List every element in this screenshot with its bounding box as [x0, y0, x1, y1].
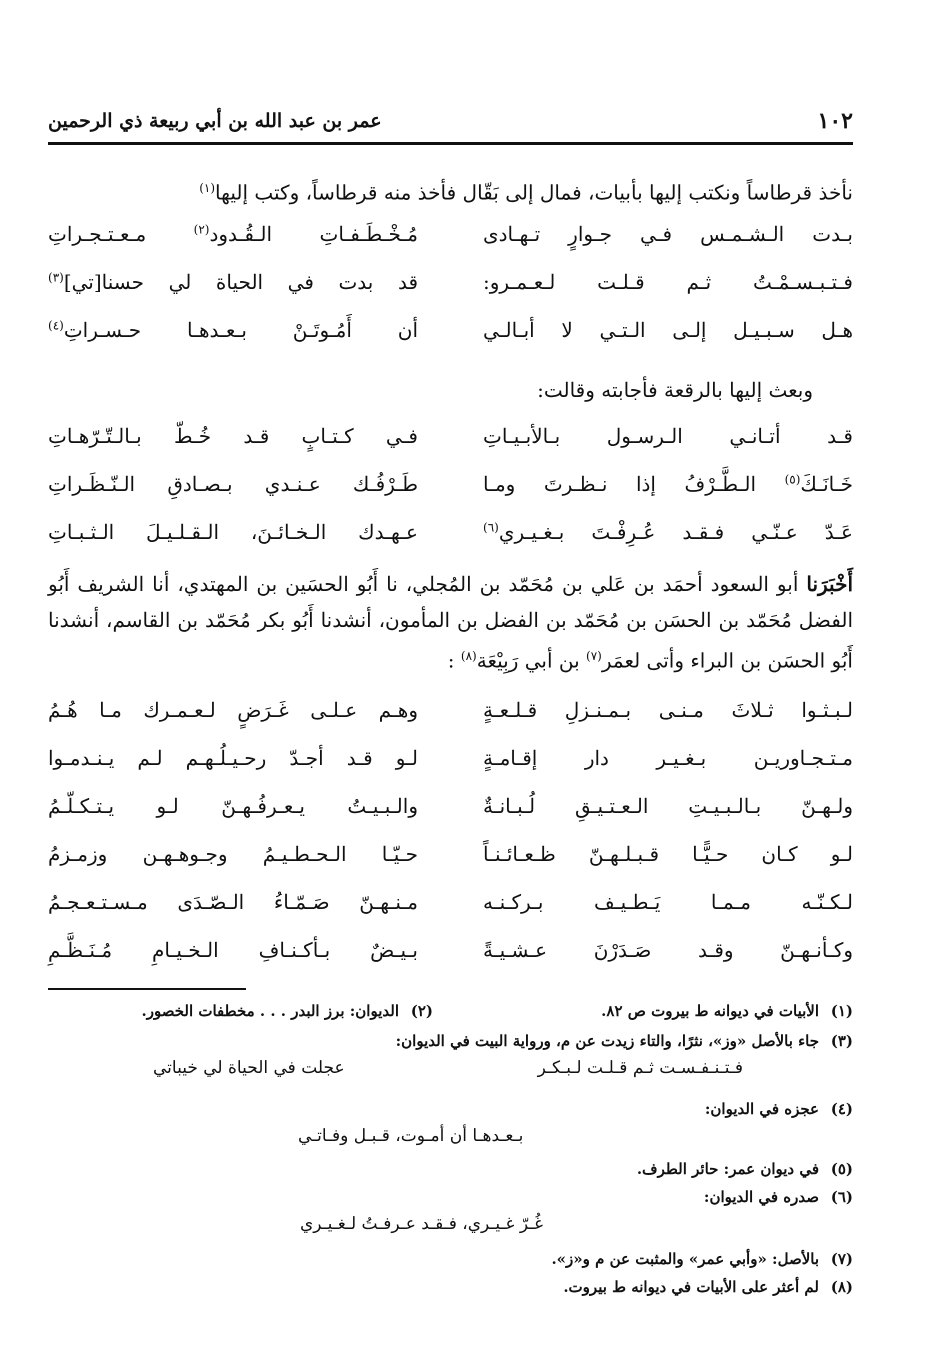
- footnote-text: صدره في الديوان:: [703, 1188, 819, 1206]
- hemistich-text: عَـدّ عـنّـي فـقـد عُـرِفْـتَ بـغـيـري: [498, 520, 853, 544]
- verse-first-hemistich: بـدت الـشـمـس فـي جـوارٍ تـهـادى: [483, 222, 853, 246]
- verse-line: [48, 842, 853, 890]
- footnote-number: (٧): [830, 1250, 853, 1268]
- poem-two: [48, 424, 853, 568]
- isnad-paragraph: [48, 566, 853, 679]
- book-page: [48, 90, 853, 1310]
- footnote-ref: (١): [199, 181, 216, 195]
- footnote-ref: (٣): [48, 270, 64, 285]
- verse-line: [48, 746, 853, 794]
- running-header: [48, 108, 853, 138]
- verse-first-hemistich: وكـأنـهـنّ وقـد صَـدَرْنَ عـشـيـةً: [483, 938, 853, 962]
- verse-line: [48, 520, 853, 568]
- verse-first-hemistich: هـل سـبـيـل إلـى الـتـي لا أبـالـي: [483, 318, 853, 342]
- verse-second-hemistich: [48, 270, 418, 294]
- footnote-3-verse-first: فـتـنـفـسـت ثـم قـلـت لـبـكـر: [537, 1058, 743, 1078]
- verse-first-hemistich: مـتـجـاوريـن بـغـيـر دار إقـامـةٍ: [483, 746, 853, 770]
- verse-line: [48, 698, 853, 746]
- verse-first-hemistich: [483, 472, 853, 496]
- intro-text: نأخذ قرطاساً ونكتب إليها بأبيات، فمال إلى بَقّال فأخذ منه قرطاساً، وكتب إليها: [215, 180, 853, 205]
- verse-first-hemistich: لـكـنّـه مـمـا يَـطـيـف بـركـنـه: [483, 890, 853, 914]
- footnote-8: [563, 1276, 853, 1298]
- footnote-number: (٨): [830, 1278, 853, 1296]
- verse-second-hemistich: فـي كـتـابٍ قـد خُـطّ بـالـتّـرّهـاتِ: [48, 424, 418, 448]
- footnote-6-verse: غُـرّ غـيـري، فـقـد عـرفـتُ لـغـيـري: [300, 1214, 544, 1234]
- isnad-text: أبو السعود أحمَد بن عَلي بن مُحَمّد بن المُجلي، نا أَبُو الحسَين بن المهتدي، أنا الشريف أَبُو الفضل مُحَمّد بن الحسَن بن مُحَمّد بن الفضل بن المأمون، أنشدنا أَبُو بكر مُحَمّد بن القاسم، أنشدنا أَبُو الحسَن بن البراء وأتى لعمَر: [48, 572, 853, 673]
- footnote-ref: (٥): [784, 472, 801, 487]
- verse-line: [48, 472, 853, 520]
- intro-paragraph: [48, 170, 853, 211]
- hemistich-text: مـعـتـجـراتِ: [48, 222, 194, 246]
- verse-second-hemistich: [48, 222, 418, 246]
- page-number: ١٠٢: [817, 108, 853, 134]
- poem-three: [48, 698, 853, 986]
- footnote-text: عجزه في الديوان:: [704, 1100, 819, 1118]
- footnote-number: (٣): [830, 1032, 853, 1050]
- hemistich-text: الـطَّـرْفُ إذا نـظـرتَ ومـا: [483, 472, 785, 496]
- footnote-5: [637, 1158, 853, 1180]
- footnote-6: [704, 1186, 853, 1208]
- footnote-ref: (٦): [483, 520, 499, 535]
- verse-second-hemistich: بـيـضٌ بـأكـنـافِ الـخـيـامِ مُـنَـظَّـمِ: [48, 938, 418, 962]
- footnote-text: جاء بالأصل «وز»، نثرًا، والتاء زيدت عن م، ورواية البيت في الديوان:: [395, 1032, 819, 1050]
- footnote-4-verse: بـعـدهـا أن أمـوت، قـبـل وفـاتـي: [298, 1126, 524, 1146]
- verse-second-hemistich: لـو قـد أجـدّ رحـيـلُـهـم لـم يـنـدمـوا: [48, 746, 418, 770]
- verse-second-hemistich: حـيّـا الـحـطـيـمُ وجـوهـهـن وزمـزمُ: [48, 842, 418, 866]
- hemistich-text: قد بدت في الحياة لي حسنا[تي]: [63, 270, 418, 294]
- isnad-text: :: [447, 648, 461, 673]
- footnote-number: (٥): [830, 1160, 853, 1178]
- footnote-ref: (٤): [48, 318, 64, 333]
- verse-second-hemistich: والـبـيـتُ يـعـرفُـهـنّ لـو يـتـكـلّـمُ: [48, 794, 418, 818]
- footnote-ref: (٧): [586, 649, 602, 663]
- footnote-3: [396, 1030, 853, 1052]
- verse-line: [48, 222, 853, 270]
- header-title: عمر بن عبد الله بن أبي ربيعة ذي الرحمين: [48, 110, 382, 132]
- verse-first-hemistich: لـو كـان حـيًّـا قـبـلـهـنّ ظـعـائـنـاً: [483, 842, 853, 866]
- footnote-ref: (٢): [193, 222, 210, 237]
- header-rule: [48, 142, 853, 145]
- footnote-text: الديوان: برز البدر . . . مخطفات الخصور.: [141, 1002, 399, 1020]
- verse-second-hemistich: مـنـهـنّ صَـمّـاءُ الـصّـدَى مـسـتـعـجـمُ: [48, 890, 418, 914]
- verse-line: [48, 938, 853, 986]
- hemistich-text: أن أَمُـوتَـنْ بـعـدهـا حـسـراتِ: [63, 318, 418, 342]
- footnote-separator: [48, 988, 246, 990]
- hemistich-text: خَـانَـكَ: [800, 472, 853, 496]
- footnote-number: (٤): [830, 1100, 853, 1118]
- verse-first-hemistich: قـد أتـانـي الـرسـول بـالأبـيـاتِ: [483, 424, 853, 448]
- footnote-text: بالأصل: «وأبي عمر» والمثبت عن م و«ز».: [551, 1250, 819, 1268]
- footnote-2: [142, 1000, 434, 1022]
- reply-intro: وبعث إليها بالرقعة فأجابته وقالت:: [537, 378, 813, 402]
- verse-line: [48, 270, 853, 318]
- verse-first-hemistich: فـتـبـسـمْـتُ ثـم قـلـت لـعـمـرو:: [483, 270, 853, 294]
- footnote-ref: (٨): [460, 649, 477, 663]
- footnote-number: (٢): [410, 1002, 433, 1020]
- verse-second-hemistich: [48, 318, 418, 342]
- verse-line: [48, 794, 853, 842]
- verse-second-hemistich: عـهـدك الـخـائـنَ، الـقـلـيـلَ الـثـبـاتِ: [48, 520, 418, 544]
- verse-line: [48, 890, 853, 938]
- footnote-1: [601, 1000, 853, 1022]
- verse-line: [48, 318, 853, 366]
- footnote-text: لم أعثر على الأبيات في ديوانه ط بيروت.: [563, 1278, 819, 1296]
- footnote-number: (٦): [830, 1188, 853, 1206]
- footnote-4: [705, 1098, 853, 1120]
- verse-second-hemistich: طَـرْفُـك عـنـدي بـصـادقِ الـنّـظَـراتِ: [48, 472, 418, 496]
- verse-second-hemistich: وهـم عـلـى غَـرَضٍ لـعـمـرك مـا هُـمُ: [48, 698, 418, 722]
- footnote-3-verse-second: عجلت في الحياة لي خيباتي: [153, 1058, 345, 1078]
- footnote-text: في ديوان عمر: حائر الطرف.: [636, 1160, 819, 1178]
- poem-one: [48, 222, 853, 366]
- isnad-text: بن أبي رَبِيْعَة: [476, 648, 587, 673]
- isnad-lead-word: أَخْبَرَنا: [806, 572, 853, 596]
- footnote-7: [551, 1248, 853, 1270]
- verse-first-hemistich: ولـهـنّ بـالـبـيـتِ الـعـتـيـقِ لُـبـانـةٌ: [483, 794, 853, 818]
- verse-first-hemistich: [483, 520, 853, 544]
- footnote-text: الأبيات في ديوانه ط بيروت ص ٨٢.: [601, 1002, 819, 1020]
- verse-first-hemistich: لـبـثـوا ثـلاثَ مـنـى بـمـنـزلِ قـلـعـةٍ: [483, 698, 853, 722]
- hemistich-text: مُـخْـطَـفـاتِ الـقُـدود: [209, 222, 418, 246]
- verse-line: [48, 424, 853, 472]
- footnote-number: (١): [830, 1002, 853, 1020]
